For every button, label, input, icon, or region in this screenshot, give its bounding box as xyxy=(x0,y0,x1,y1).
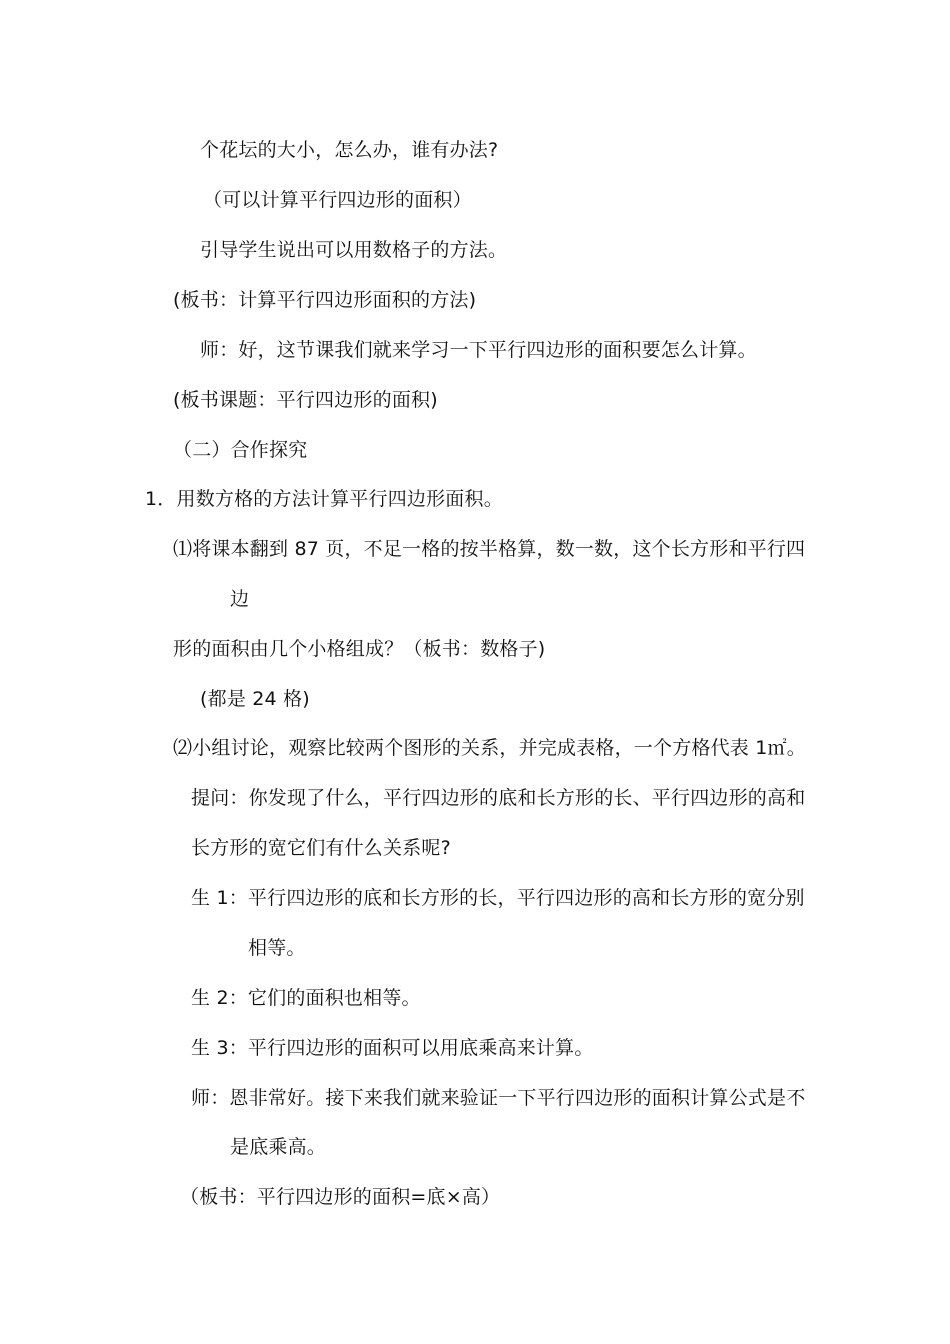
text-line-22: （板书：平行四边形的面积=底×高） xyxy=(180,1186,501,1208)
text-line-18: 生 2：它们的面积也相等。 xyxy=(191,987,421,1009)
text-line-2: （可以计算平行四边形的面积） xyxy=(203,189,472,211)
numbered-item-1: 1．用数方格的方法计算平行四边形面积。 xyxy=(145,488,503,510)
text-line-10: 边 xyxy=(230,588,250,610)
text-line-5: 师：好，这节课我们就来学习一下平行四边形的面积要怎么计算。 xyxy=(200,339,757,361)
text-line-11: 形的面积由几个小格组成？（板书：数格子) xyxy=(173,638,546,660)
text-line-16: 生 1：平行四边形的底和长方形的长，平行四边形的高和长方形的宽分别 xyxy=(191,887,805,909)
text-line-14: 提问：你发现了什么，平行四边形的底和长方形的长、平行四边形的高和 xyxy=(191,787,806,809)
text-line-1: 个花坛的大小，怎么办，谁有办法? xyxy=(200,139,499,161)
sub-item-2: ⑵小组讨论，观察比较两个图形的关系，并完成表格，一个方格代表 1㎡。 xyxy=(173,737,806,759)
text-line-6: (板书课题：平行四边形的面积) xyxy=(173,389,438,411)
sub-item-1: ⑴将课本翻到 87 页，不足一格的按半格算，数一数，这个长方形和平行四 xyxy=(173,538,806,560)
text-line-15: 长方形的宽它们有什么关系呢? xyxy=(191,837,451,859)
text-line-21: 是底乘高。 xyxy=(230,1136,327,1158)
text-line-12: (都是 24 格) xyxy=(200,688,310,710)
text-line-17: 相等。 xyxy=(248,937,306,959)
text-line-4: (板书：计算平行四边形面积的方法) xyxy=(173,289,477,311)
text-line-20: 师：恩非常好。接下来我们就来验证一下平行四边形的面积计算公式是不 xyxy=(191,1087,806,1109)
section-heading: （二）合作探究 xyxy=(173,439,308,461)
text-line-19: 生 3：平行四边形的面积可以用底乘高来计算。 xyxy=(191,1037,594,1059)
text-line-3: 引导学生说出可以用数格子的方法。 xyxy=(200,239,508,261)
